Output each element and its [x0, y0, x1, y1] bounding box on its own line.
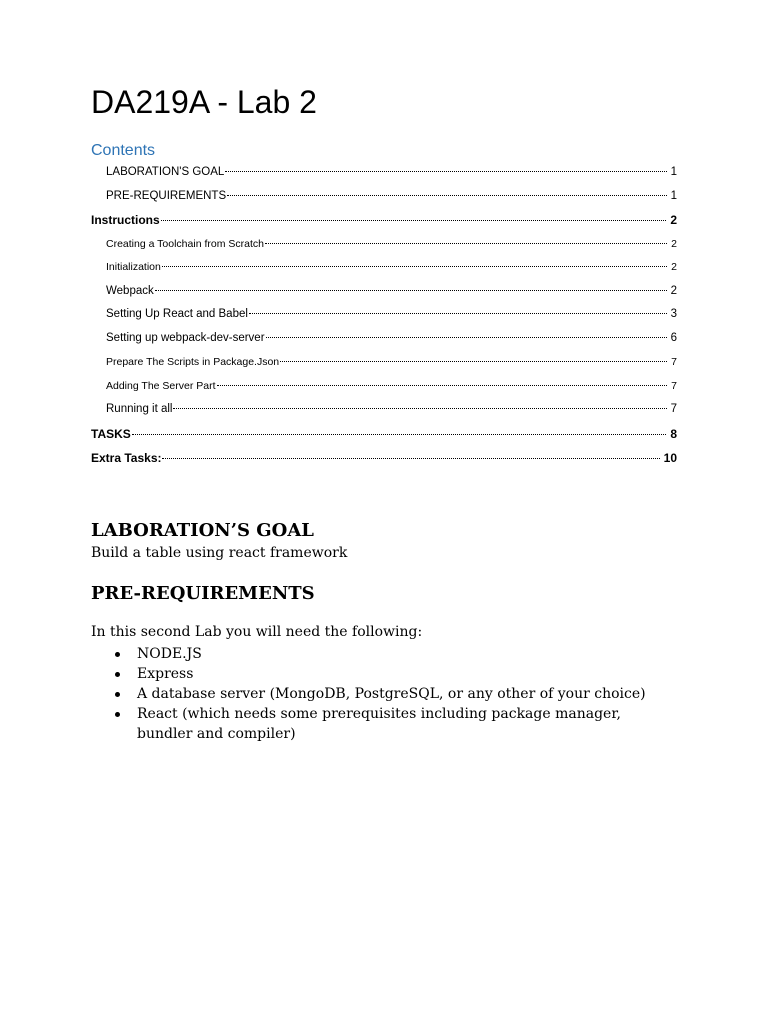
- toc-entry-server-part[interactable]: Adding The Server Part 7: [106, 380, 677, 392]
- list-item: React (which needs some prerequisites including package manager, bundler and compiler): [91, 704, 691, 744]
- list-item: NODE.JS: [91, 644, 691, 664]
- prereq-intro: In this second Lab you will need the following:: [91, 624, 423, 640]
- toc-entry-webpack-dev-server[interactable]: Setting up webpack-dev-server 6: [106, 332, 677, 344]
- goal-heading: LABORATION’S GOAL: [91, 520, 314, 541]
- toc-entry-tasks[interactable]: TASKS 8: [91, 427, 677, 441]
- toc-entry-webpack[interactable]: Webpack 2: [106, 285, 677, 297]
- prereq-list: [91, 644, 691, 744]
- bullet-icon: [115, 652, 120, 657]
- document-title: DA219A - Lab 2: [91, 84, 317, 120]
- list-item: A database server (MongoDB, PostgreSQL, or any other of your choice): [91, 684, 691, 704]
- toc-entry-instructions[interactable]: Instructions 2: [91, 213, 677, 227]
- bullet-icon: [115, 692, 120, 697]
- toc-entry-laboration-goal[interactable]: LABORATION'S GOAL 1: [106, 166, 677, 178]
- list-item: Express: [91, 664, 691, 684]
- toc-entry-extra-tasks[interactable]: Extra Tasks: 10: [91, 451, 677, 465]
- toc-entry-react-babel[interactable]: Setting Up React and Babel 3: [106, 308, 677, 320]
- goal-text: Build a table using react framework: [91, 545, 348, 561]
- toc-entry-pre-requirements[interactable]: PRE-REQUIREMENTS 1: [106, 190, 677, 202]
- list-item-continuation: bundler and compiler): [137, 726, 296, 742]
- prereq-heading: PRE-REQUIREMENTS: [91, 583, 315, 604]
- toc-entry-initialization[interactable]: Initialization 2: [106, 261, 677, 273]
- contents-heading: Contents: [91, 142, 156, 159]
- toc-entry-prepare-scripts[interactable]: Prepare The Scripts in Package.Json 7: [106, 356, 677, 368]
- toc-entry-creating-toolchain[interactable]: Creating a Toolchain from Scratch 2: [106, 238, 677, 250]
- bullet-icon: [115, 712, 120, 717]
- bullet-icon: [115, 672, 120, 677]
- toc-entry-running-it-all[interactable]: Running it all 7: [106, 403, 677, 415]
